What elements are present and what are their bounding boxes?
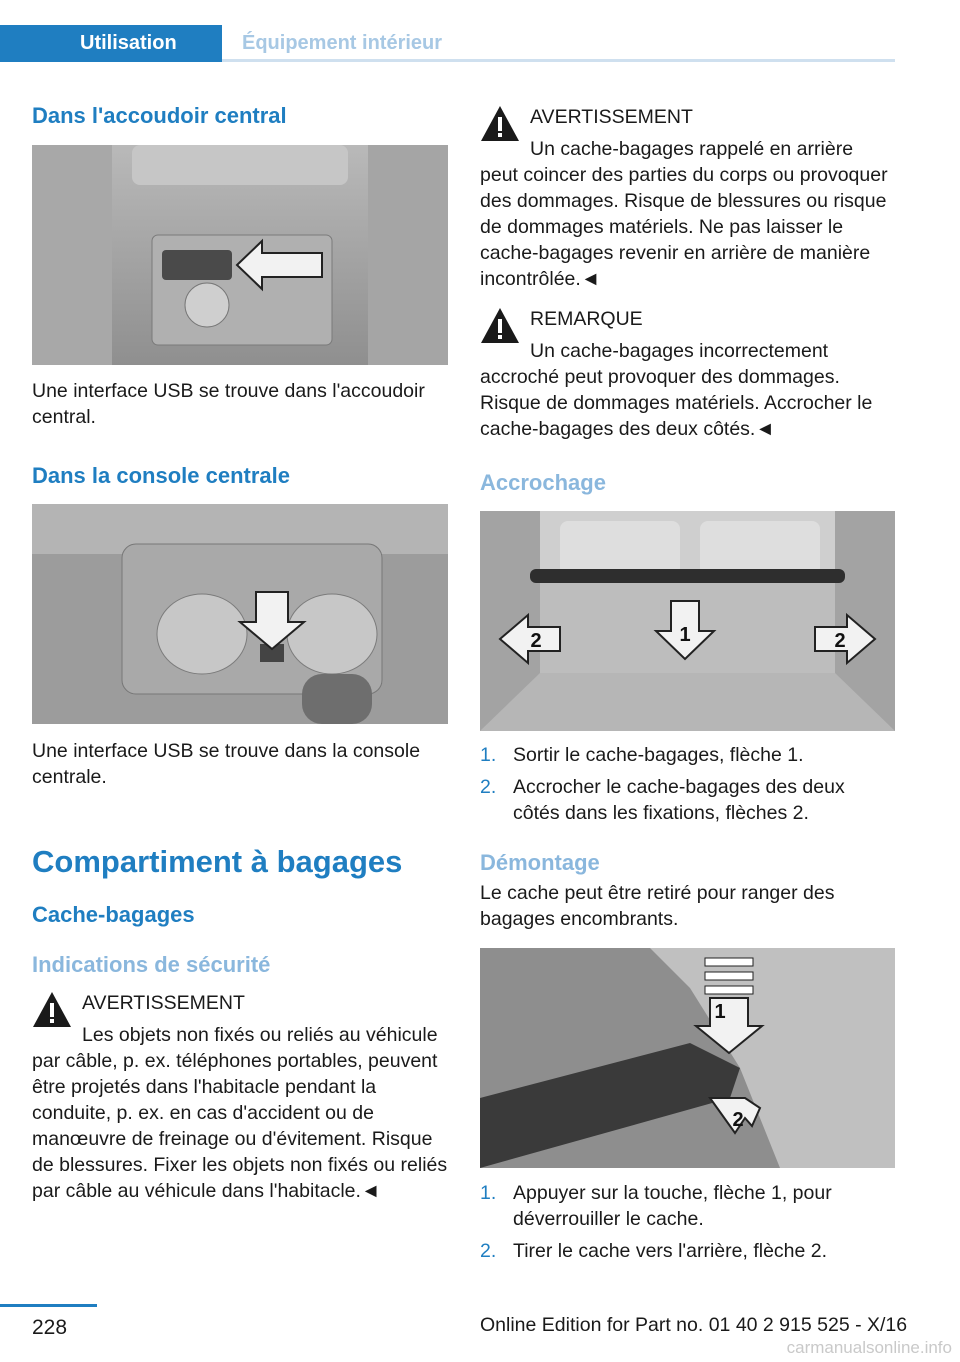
- page-header: [0, 25, 895, 62]
- watermark: carmanualsonline.info: [786, 1338, 952, 1357]
- text-armrest-usb: Une interface USB se trouve dans l'accoudoir central.: [32, 380, 425, 428]
- arrow-2-right-label: 2: [834, 630, 846, 652]
- edition-text: Online Edition for Part no. 01 40 2 915 525 - X/16: [480, 1314, 908, 1336]
- arrow-2-left-label: 2: [530, 630, 542, 652]
- notice-body: Un cache-bagages incorrectement accroché peut provoquer des dommages. Risque de dommages matériels. Accrocher le cache-bagages des deux côtés.◄: [480, 340, 873, 440]
- heading-armrest: Dans l'accoudoir central: [32, 103, 287, 128]
- page-number: 228: [32, 1316, 68, 1339]
- photo-armrest-usb: [32, 145, 448, 365]
- heading-center-console: Dans la console centrale: [32, 463, 290, 488]
- list-item: 1. Sortir le cache-bagages, flèche 1.: [480, 744, 804, 766]
- arrow-1-label: 1: [679, 624, 691, 646]
- warning-cover-recoil: [480, 104, 896, 294]
- warning-body: Les objets non fixés ou reliés au véhicule par câble, p. ex. téléphones portables, peuvent être projetés dans l'habitacle pendant la conduite, p. ex. en cas d'accident ou de manœuvre de freinage ou d'évitement. Risque de blessures. Fixer les objets non fixés ou reliés par câble au véhicule dans l'habitacle.◄: [32, 1024, 448, 1202]
- photo-cover-removal: [480, 948, 895, 1168]
- warning-title: AVERTISSEMENT: [82, 992, 245, 1014]
- heading-accrochage: Accrochage: [480, 470, 606, 495]
- warning-body: Un cache-bagages rappelé en arrière peut coincer des parties du corps ou provoquer des dommages. Risque de blessures ou risque de dommages matériels. Ne pas laisser le cache-bagages revenir en arrière de manière incontrôlée.◄: [480, 138, 888, 290]
- section-tab: Utilisation: [0, 25, 222, 62]
- header-rule: [222, 59, 895, 62]
- text-console-usb: Une interface USB se trouve dans la console centrale.: [32, 740, 421, 788]
- warning-loose-objects: [32, 990, 448, 1200]
- heading-luggage-compartment: Compartiment à bagages: [32, 844, 403, 879]
- list-item: 2. Accrocher le cache-bagages des deux côtés dans les fixations, flèches 2.: [480, 776, 845, 824]
- photo-trunk-hooking: [480, 511, 895, 731]
- arrow-2-label: 2: [732, 1109, 744, 1131]
- heading-luggage-cover: Cache-bagages: [32, 902, 195, 927]
- arrow-1-label: 1: [714, 1001, 726, 1023]
- subsection-tab: Équipement intérieur: [222, 25, 895, 62]
- heading-demontage: Démontage: [480, 850, 600, 875]
- demontage-steps: [480, 1180, 896, 1270]
- notice-title: REMARQUE: [530, 308, 643, 330]
- footer-rule: [0, 1304, 97, 1307]
- list-item: 2. Tirer le cache vers l'arrière, flèche 2.: [480, 1240, 828, 1262]
- accrochage-steps: [480, 742, 896, 832]
- warning-title: AVERTISSEMENT: [530, 106, 693, 128]
- list-item: 1. Appuyer sur la touche, flèche 1, pour déverrouiller le cache.: [480, 1182, 832, 1230]
- photo-console-usb: [32, 504, 448, 724]
- text-demontage-intro: Le cache peut être retiré pour ranger des bagages encombrants.: [480, 882, 835, 930]
- notice-hooking: [480, 306, 896, 446]
- heading-safety: Indications de sécurité: [32, 952, 271, 977]
